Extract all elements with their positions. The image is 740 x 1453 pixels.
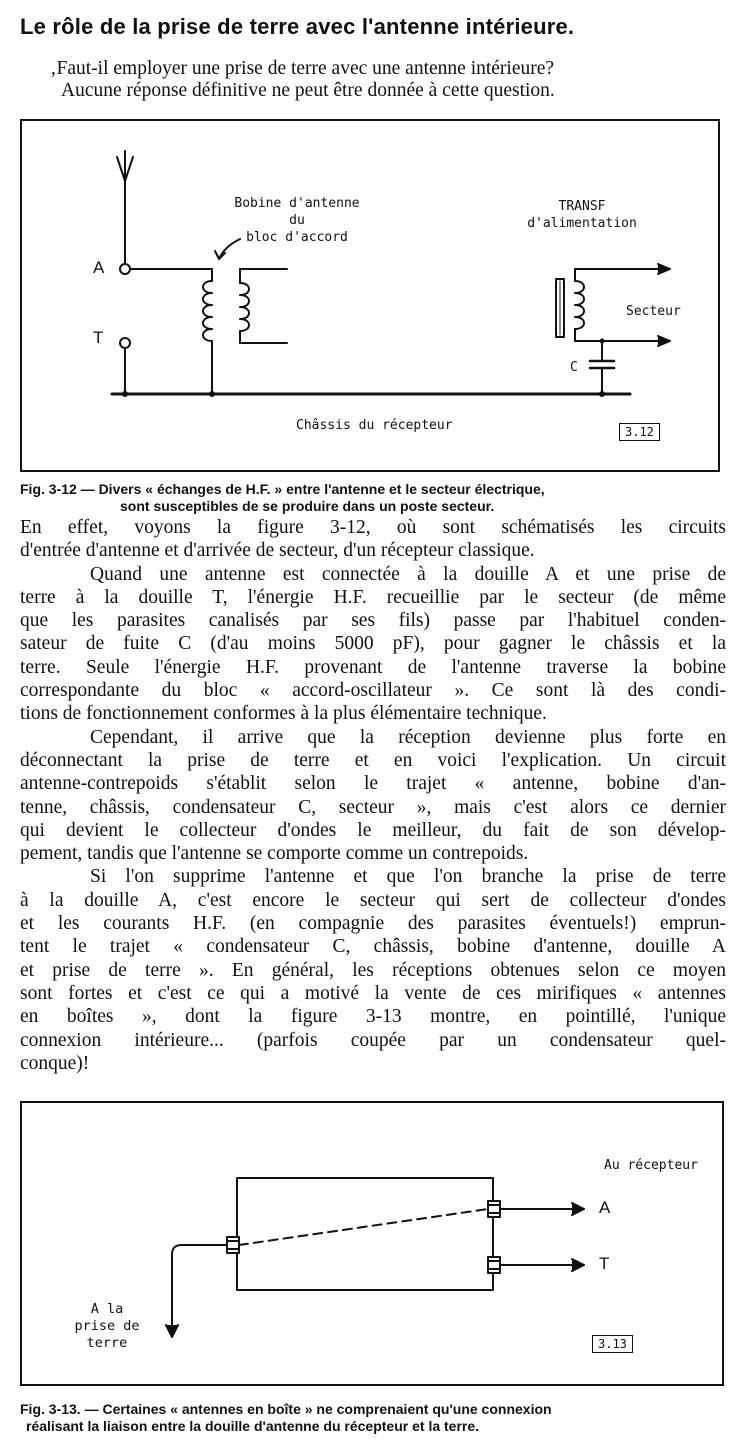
paragraph-line: et les courants H.F. (en compagnie des parasites éventuels!) emprun-	[20, 913, 726, 935]
antenna-symbol	[117, 151, 133, 263]
label-c: C	[570, 360, 578, 375]
paragraph-line: que les parasites canalisés par ses fils) passe par l'habituel conden-	[20, 610, 726, 632]
figure-tag: 3.13	[592, 1335, 633, 1353]
terminal-a	[120, 264, 130, 274]
paragraph-line: pement, tandis que l'antenne se comporte comme un contrepoids.	[20, 843, 529, 865]
label-a: A	[93, 258, 105, 277]
paragraph-line: sont fortes et c'est ce qui a motivé la vente de ces mirifiques « antennes	[20, 982, 726, 1004]
figure-3-12	[20, 119, 720, 472]
au-recepteur-label: Au récepteur	[604, 1158, 698, 1173]
socket-t	[488, 1257, 500, 1273]
prise-de-terre-label: A la prise de terre	[74, 1301, 140, 1351]
socket-a	[488, 1201, 500, 1217]
paragraph-line: tions de fonctionnement conformes à la plus élémentaire technique.	[20, 703, 547, 725]
paragraph-line: terre. Seule l'énergie H.F. provenant de l'antenne traverse la bobine	[20, 656, 726, 678]
paragraph-line: qui devient le collecteur d'ondes le meilleur, du fait de son dévelop-	[20, 819, 726, 841]
label-a: A	[599, 1198, 611, 1217]
paragraph-line: en boîtes », dont la figure 3-13 montre, en pointillé, l'unique	[20, 1006, 726, 1028]
primary-coil	[203, 281, 212, 341]
paragraph-line: terre à la douille T, l'énergie H.F. recueillie par le secteur (de même	[20, 586, 726, 608]
paragraph-line: conque)!	[20, 1052, 90, 1074]
intro-paragraph	[50, 58, 730, 102]
paragraph-line: antenne-contrepoids s'établit selon le trajet « antenne, bobine d'an-	[20, 773, 726, 795]
dashed-connection	[239, 1209, 488, 1245]
figure-tag: 3.12	[619, 423, 660, 441]
paragraph-line: d'entrée d'antenne et d'arrivée de secteur, d'un récepteur classique.	[20, 540, 535, 562]
paragraph-line: Si l'on supprime l'antenne et que l'on branche la prise de terre	[90, 866, 726, 888]
secteur-label: Secteur	[626, 304, 681, 319]
secondary-coil	[240, 283, 249, 331]
chassis-label: Châssis du récepteur	[296, 418, 453, 433]
left-socket	[227, 1237, 239, 1253]
paragraph-line: et prise de terre ». En général, les réceptions obtenues selon ce moyen	[20, 959, 726, 981]
paragraph-line: déconnectant la prise de terre et en voici l'explication. Un circuit	[20, 749, 726, 771]
figure-caption: Fig. 3-13. — Certaines « antennes en boîte » ne comprenaient qu'une connexion réalisant la liaison entre la douille d'antenne du récepteur et la terre.	[20, 1401, 552, 1434]
intro-line: Aucune réponse définitive ne peut être donnée à cette question.	[61, 80, 555, 101]
body-text	[20, 516, 726, 1075]
label-t: T	[599, 1254, 610, 1273]
paragraph-line: Cependant, il arrive que la réception devienne plus forte en	[90, 726, 726, 748]
intro-line: ‚Faut-il employer une prise de terre avec une antenne intérieure?	[50, 58, 555, 79]
paragraph-line: En effet, voyons la figure 3-12, où sont schématisés les circuits	[20, 517, 726, 538]
paragraph-line: tenne, châssis, condensateur C, secteur », mais c'est alors ce dernier	[20, 796, 726, 818]
figure-3-13	[20, 1101, 724, 1386]
label-t: T	[93, 328, 104, 347]
paragraph-line: connexion intérieure... (parfois coupée par un condensateur quel-	[20, 1029, 726, 1051]
bobine-label: Bobine d'antenne du bloc d'accord	[234, 196, 360, 245]
transformer-coil	[575, 281, 584, 329]
page-title: Le rôle de la prise de terre avec l'antenne intérieure.	[20, 14, 575, 39]
paragraph-line: Quand une antenne est connectée à la douille A et une prise de	[90, 563, 726, 585]
paragraph-line: tent le trajet « condensateur C, châssis, bobine d'antenne, douille A	[20, 936, 726, 958]
paragraph-line: correspondante du bloc « accord-oscillateur ». Ce sont là des condi-	[20, 680, 726, 702]
paragraph-line: à la douille A, c'est encore le secteur qui sert de collecteur d'ondes	[20, 889, 726, 911]
junction-dots	[122, 339, 605, 398]
paragraph-line: sateur de fuite C (d'au moins 5000 pF), pour gagner le châssis et la	[20, 633, 726, 655]
antenna-box	[237, 1178, 493, 1290]
figure-caption: Fig. 3-12 — Divers « échanges de H.F. » entre l'antenne et le secteur électrique, sont susceptibles de se produire dans un poste secteur.	[20, 481, 545, 514]
transf-label: TRANSF d'alimentation	[527, 199, 637, 231]
terminal-t	[120, 338, 130, 348]
